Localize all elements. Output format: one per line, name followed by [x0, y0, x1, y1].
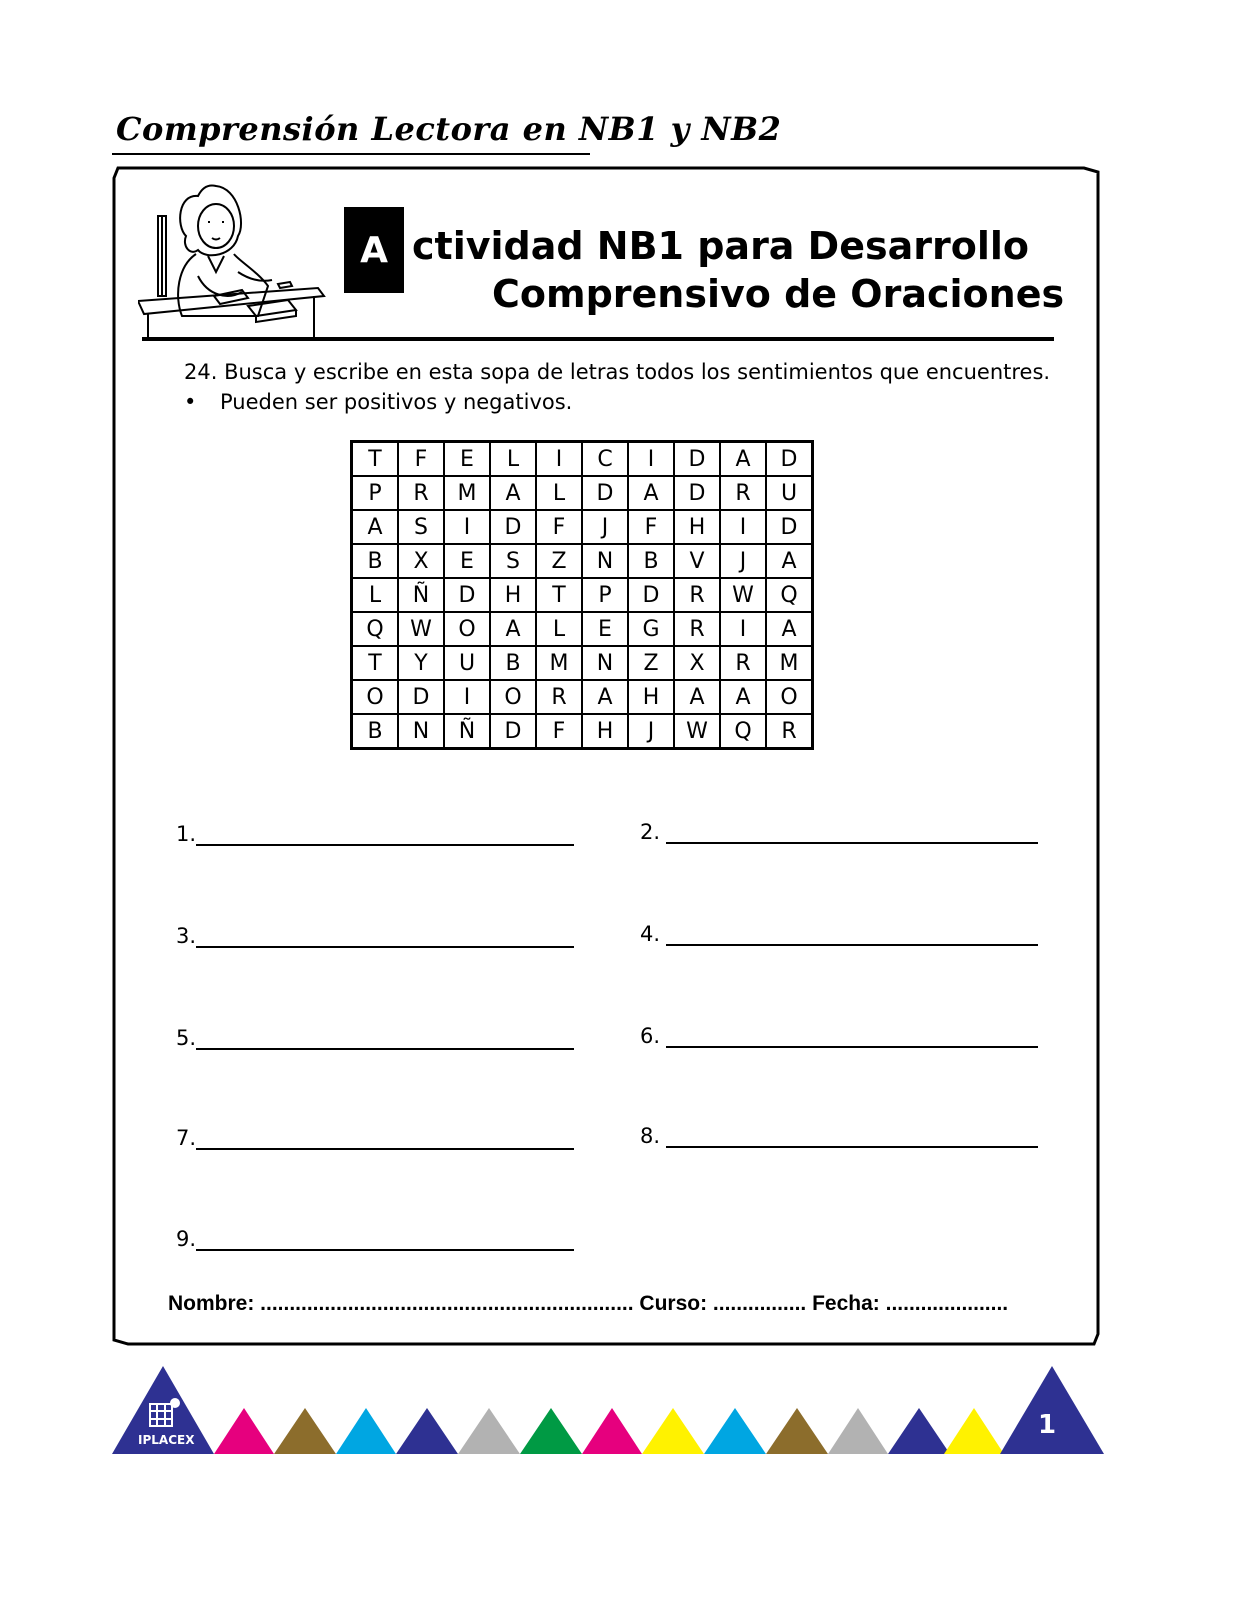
grid-cell[interactable]: E: [582, 612, 628, 646]
activity-badge: A: [344, 207, 404, 293]
grid-cell[interactable]: S: [490, 544, 536, 578]
grid-cell[interactable]: A: [582, 680, 628, 714]
grid-cell[interactable]: X: [398, 544, 444, 578]
grid-cell[interactable]: I: [536, 442, 582, 477]
grid-cell[interactable]: I: [444, 680, 490, 714]
grid-cell[interactable]: O: [444, 612, 490, 646]
grid-cell[interactable]: M: [444, 476, 490, 510]
grid-cell[interactable]: M: [536, 646, 582, 680]
grid-cell[interactable]: U: [444, 646, 490, 680]
grid-cell[interactable]: J: [582, 510, 628, 544]
grid-cell[interactable]: T: [536, 578, 582, 612]
triangle-gray: [458, 1408, 520, 1454]
activity-title-line1: ctividad NB1 para Desarrollo: [412, 224, 1029, 268]
grid-cell[interactable]: A: [674, 680, 720, 714]
grid-cell[interactable]: L: [490, 442, 536, 477]
triangle-brown: [766, 1408, 828, 1454]
answer-number: 6.: [640, 1024, 661, 1048]
grid-cell[interactable]: V: [674, 544, 720, 578]
grid-cell[interactable]: F: [536, 510, 582, 544]
grid-cell[interactable]: Ñ: [398, 578, 444, 612]
grid-cell[interactable]: R: [536, 680, 582, 714]
grid-cell[interactable]: O: [766, 680, 813, 714]
grid-cell[interactable]: R: [720, 476, 766, 510]
answer-number: 8.: [640, 1124, 661, 1148]
grid-cell[interactable]: I: [720, 612, 766, 646]
grid-cell[interactable]: D: [674, 476, 720, 510]
grid-cell[interactable]: J: [628, 714, 674, 749]
grid-cell[interactable]: D: [398, 680, 444, 714]
grid-cell[interactable]: O: [352, 680, 399, 714]
grid-cell[interactable]: Ñ: [444, 714, 490, 749]
grid-cell[interactable]: O: [490, 680, 536, 714]
grid-cell[interactable]: N: [582, 646, 628, 680]
triangle-cyan: [704, 1408, 766, 1454]
grid-cell[interactable]: A: [490, 476, 536, 510]
answer-number: 3.: [176, 924, 197, 948]
answer-number: 5.: [176, 1026, 197, 1050]
grid-cell[interactable]: E: [444, 442, 490, 477]
grid-cell[interactable]: B: [352, 714, 399, 749]
bullet-icon: •: [184, 390, 197, 414]
grid-cell[interactable]: Y: [398, 646, 444, 680]
triangle-navy: [396, 1408, 458, 1454]
student-info-fields[interactable]: Nombre: ................................................................ Curso: ................ Fecha: .....................: [168, 1292, 1009, 1315]
answer-number: 2.: [640, 820, 661, 844]
grid-cell[interactable]: B: [352, 544, 399, 578]
grid-cell[interactable]: P: [352, 476, 399, 510]
grid-cell[interactable]: Q: [720, 714, 766, 749]
answer-number: 1.: [176, 822, 197, 846]
grid-cell[interactable]: F: [536, 714, 582, 749]
grid-cell[interactable]: Z: [536, 544, 582, 578]
grid-cell[interactable]: D: [582, 476, 628, 510]
grid-cell[interactable]: W: [674, 714, 720, 749]
grid-cell[interactable]: R: [398, 476, 444, 510]
instruction-text: 24. Busca y escribe en esta sopa de letras todos los sentimientos que encuentres.: [184, 360, 1051, 384]
grid-cell[interactable]: R: [674, 578, 720, 612]
grid-cell[interactable]: R: [674, 612, 720, 646]
answer-number: 9.: [176, 1227, 197, 1251]
grid-cell[interactable]: L: [536, 612, 582, 646]
triangle-yellow: [944, 1408, 1004, 1454]
grid-cell[interactable]: T: [352, 442, 399, 477]
triangle-navy: [888, 1408, 950, 1454]
grid-cell[interactable]: D: [628, 578, 674, 612]
grid-cell[interactable]: D: [766, 510, 813, 544]
grid-cell[interactable]: I: [628, 442, 674, 477]
grid-cell[interactable]: T: [352, 646, 399, 680]
grid-cell[interactable]: H: [582, 714, 628, 749]
triangle-magenta: [582, 1408, 642, 1454]
grid-cell[interactable]: F: [628, 510, 674, 544]
grid-cell[interactable]: R: [720, 646, 766, 680]
grid-cell[interactable]: Q: [766, 578, 813, 612]
logo-text: IPLACEX: [138, 1433, 195, 1447]
grid-cell[interactable]: F: [398, 442, 444, 477]
grid-cell[interactable]: C: [582, 442, 628, 477]
header-title: Comprensión Lectora en NB1 y NB2: [116, 110, 782, 148]
grid-cell[interactable]: A: [720, 442, 766, 477]
grid-cell[interactable]: P: [582, 578, 628, 612]
grid-cell[interactable]: H: [674, 510, 720, 544]
grid-cell[interactable]: I: [444, 510, 490, 544]
grid-cell[interactable]: H: [628, 680, 674, 714]
grid-cell[interactable]: A: [490, 612, 536, 646]
grid-cell[interactable]: D: [766, 442, 813, 477]
bullet-text: Pueden ser positivos y negativos.: [220, 390, 573, 414]
grid-cell[interactable]: A: [352, 510, 399, 544]
triangle-brown: [274, 1408, 336, 1454]
triangle-magenta: [214, 1408, 274, 1454]
grid-cell[interactable]: W: [720, 578, 766, 612]
grid-cell[interactable]: D: [490, 714, 536, 749]
grid-cell[interactable]: A: [720, 680, 766, 714]
grid-cell[interactable]: X: [674, 646, 720, 680]
grid-cell[interactable]: D: [490, 510, 536, 544]
grid-cell[interactable]: W: [398, 612, 444, 646]
grid-cell[interactable]: B: [628, 544, 674, 578]
grid-cell[interactable]: L: [352, 578, 399, 612]
triangle-gray: [828, 1408, 888, 1454]
grid-cell[interactable]: B: [490, 646, 536, 680]
answer-number: 4.: [640, 922, 661, 946]
grid-cell[interactable]: H: [490, 578, 536, 612]
grid-cell[interactable]: D: [674, 442, 720, 477]
grid-cell[interactable]: A: [628, 476, 674, 510]
grid-cell[interactable]: A: [766, 544, 813, 578]
activity-title-line2: Comprensivo de Oraciones: [492, 272, 1065, 316]
grid-cell[interactable]: G: [628, 612, 674, 646]
grid-cell[interactable]: S: [398, 510, 444, 544]
grid-cell[interactable]: L: [536, 476, 582, 510]
grid-cell[interactable]: R: [766, 714, 813, 749]
grid-cell[interactable]: Z: [628, 646, 674, 680]
triangle-cyan: [336, 1408, 396, 1454]
grid-cell[interactable]: J: [720, 544, 766, 578]
triangle-green: [520, 1408, 582, 1454]
page-number: 1: [1038, 1410, 1057, 1440]
grid-cell[interactable]: N: [582, 544, 628, 578]
grid-cell[interactable]: N: [398, 714, 444, 749]
grid-cell[interactable]: D: [444, 578, 490, 612]
grid-cell[interactable]: A: [766, 612, 813, 646]
grid-cell[interactable]: U: [766, 476, 813, 510]
grid-cell[interactable]: I: [720, 510, 766, 544]
grid-cell[interactable]: E: [444, 544, 490, 578]
grid-cell[interactable]: M: [766, 646, 813, 680]
answer-number: 7.: [176, 1126, 197, 1150]
triangle-yellow: [642, 1408, 704, 1454]
grid-cell[interactable]: Q: [352, 612, 399, 646]
